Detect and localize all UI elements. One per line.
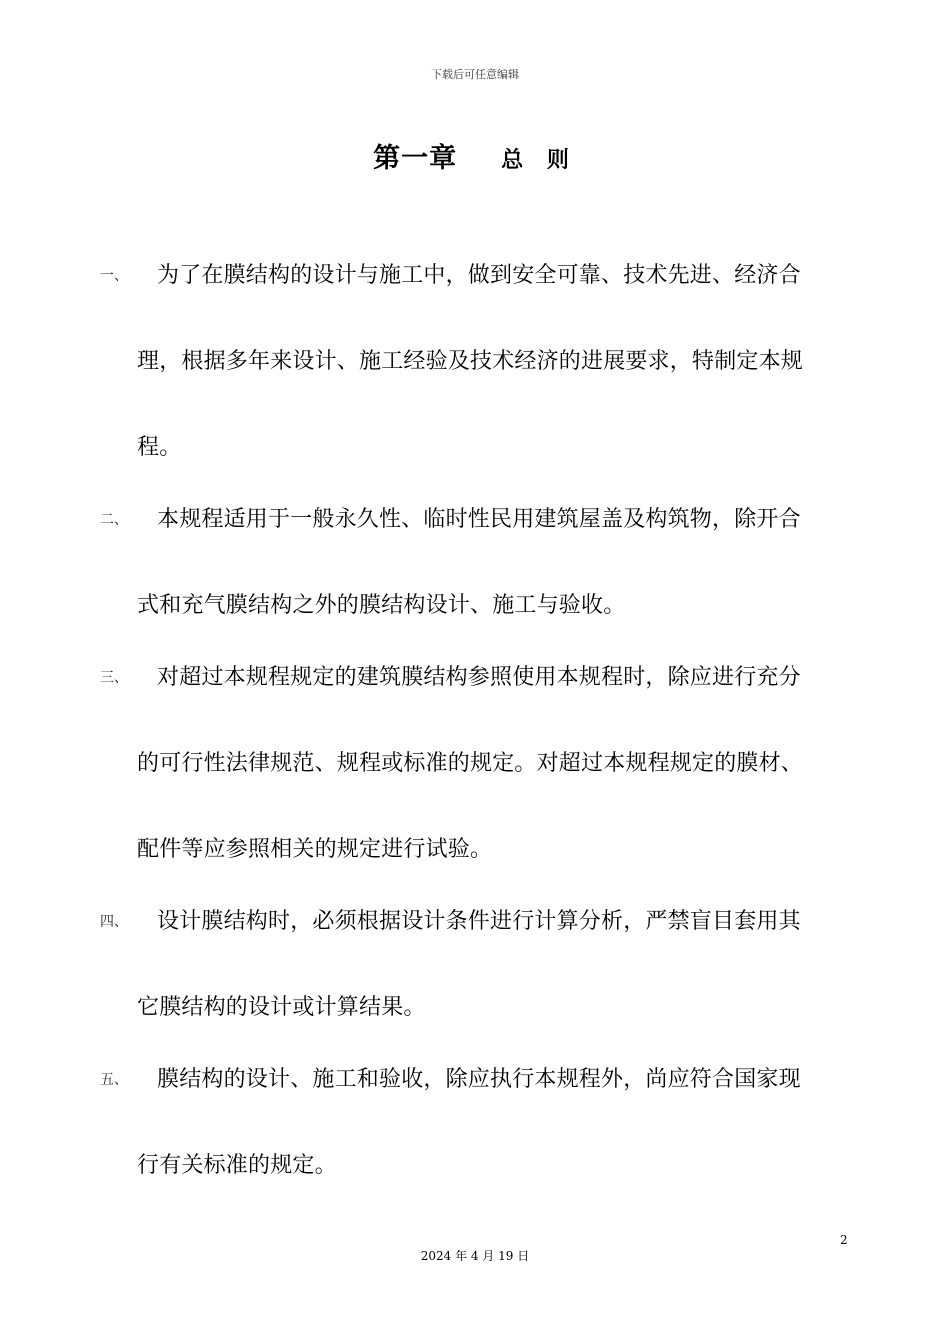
article-line: 行有关标准的规定。 (137, 1153, 337, 1178)
chapter-title (0, 136, 950, 175)
article-line: 程。 (137, 435, 182, 460)
article-marker: 二、 (100, 512, 128, 528)
article-line: 为了在膜结构的设计与施工中，做到安全可靠、技术先进、经济合 (157, 263, 801, 288)
article-line: 配件等应参照相关的规定进行试验。 (137, 837, 493, 862)
article-line: 设计膜结构时，必须根据设计条件进行计算分析，严禁盲目套用其 (157, 909, 801, 934)
article-line: 的可行性法律规范、规程或标准的规定。对超过本规程规定的膜材、 (137, 751, 804, 776)
article-1 (100, 244, 852, 488)
article-line: 对超过本规程规定的建筑膜结构参照使用本规程时，除应进行充分 (157, 665, 801, 690)
article-2 (100, 488, 852, 646)
article-line: 它膜结构的设计或计算结果。 (137, 995, 426, 1020)
article-line: 理，根据多年来设计、施工经验及技术经济的进展要求，特制定本规 (137, 349, 804, 374)
page-number: 2 (840, 1233, 848, 1247)
article-3 (100, 646, 852, 890)
article-marker: 三、 (100, 670, 128, 686)
chapter-name: 总 则 (501, 148, 577, 173)
article-line: 本规程适用于一般永久性、临时性民用建筑屋盖及构筑物，除开合 (157, 507, 801, 532)
article-5 (100, 1048, 852, 1206)
article-marker: 四、 (100, 914, 128, 930)
article-line: 膜结构的设计、施工和验收，除应执行本规程外，尚应符合国家现 (157, 1067, 801, 1092)
article-list (100, 244, 852, 1206)
article-marker: 五、 (100, 1072, 128, 1088)
chapter-number: 第一章 (373, 143, 458, 174)
article-marker: 一、 (100, 268, 128, 284)
article-4 (100, 890, 852, 1048)
footer-date: 2024 年 4 月 19 日 (420, 1249, 530, 1263)
header-note: 下载后可任意编辑 (431, 68, 519, 81)
article-line: 式和充气膜结构之外的膜结构设计、施工与验收。 (137, 593, 626, 618)
